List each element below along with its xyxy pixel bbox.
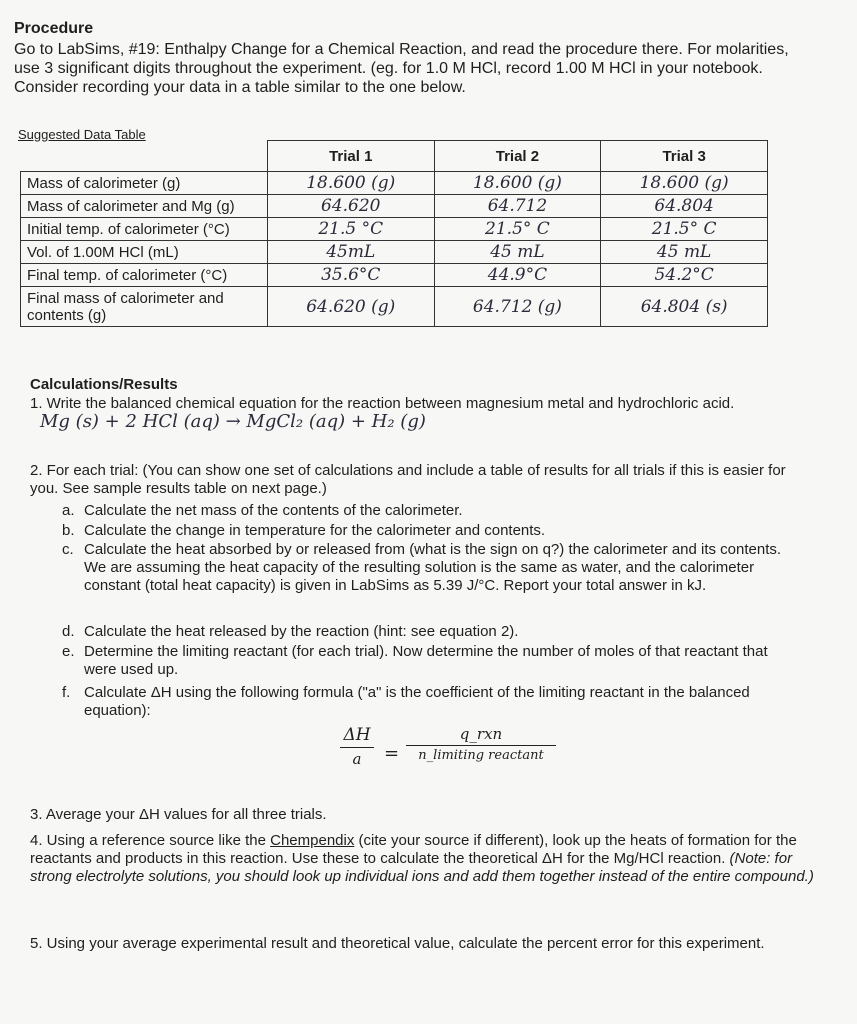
table-row [21,218,768,241]
cell-value: 21.5° C [601,218,768,241]
table-row [21,241,768,264]
item-letter: d. [62,623,75,640]
row-label: Vol. of 1.00M HCl (mL) [21,241,268,264]
cell-value: 64.712 [434,195,601,218]
item-text: Determine the limiting reactant (for each trial). Now determine the number of moles of that reactant that were used up. [84,643,768,678]
chempendix-link[interactable]: Chempendix [270,832,355,849]
cell-value: 45mL [267,241,434,264]
item-text: Calculate the heat released by the reaction (hint: see equation 2). [84,623,519,640]
item-letter: f. [62,684,71,701]
cell-value: 18.600 (g) [601,172,768,195]
formula-lhs-numerator: ΔH [343,725,371,745]
question-3-text: 3. Average your ΔH values for all three trials. [30,806,327,823]
table-corner [21,141,268,172]
question-2b [62,522,782,540]
formula-rhs-numerator: q_rxn [459,725,503,743]
cell-value: 45 mL [434,241,601,264]
question-2e [62,643,804,679]
question-5-text: 5. Using your average experimental result and theoretical value, calculate the percent error for this experiment. [30,935,765,952]
data-table [20,140,768,327]
header-trial-3: Trial 3 [601,141,768,172]
cell-value: 64.804 [601,195,768,218]
row-label: Initial temp. of calorimeter (°C) [21,218,268,241]
calculations-title: Calculations/Results [30,376,178,393]
cell-value: 18.600 (g) [434,172,601,195]
question-2a [62,502,782,520]
cell-value: 64.804 (s) [601,287,768,327]
header-trial-1: Trial 1 [267,141,434,172]
question-1 [30,395,770,432]
fraction-bar [406,745,556,746]
cell-value: 64.712 (g) [434,287,601,327]
cell-value: 21.5° C [434,218,601,241]
cell-value: 64.620 (g) [267,287,434,327]
question-2-text: 2. For each trial: (You can show one set of calculations and include a table of results for all trials if this is easier for you. See sample results table on next page.) [30,462,786,497]
formula-equals: = [384,743,400,764]
formula-rhs [406,725,556,763]
row-label: Mass of calorimeter and Mg (g) [21,195,268,218]
question-4-prefix: 4. Using a reference source like the [30,832,271,849]
table-row [21,172,768,195]
table-caption: Suggested Data Table [18,127,146,142]
cell-value: 35.6°C [267,264,434,287]
table-row [21,264,768,287]
cell-value: 54.2°C [601,264,768,287]
question-2c [62,541,804,595]
question-4-note: (Note: for strong electrolyte solutions, you should look up individual ions and add them together instead of the entire compound.) [30,850,814,885]
row-label: Final mass of calorimeter and contents (g) [21,287,268,327]
formula-rhs-denominator: n_limiting reactant [418,748,544,763]
cell-value: 64.620 [267,195,434,218]
item-letter: a. [62,502,75,519]
item-text: Calculate the heat absorbed by or released from (what is the sign on q?) the calorimeter and its contents. We are assuming the heat capacity of the resulting solution is the same as water, and the calorimeter constant (total heat capacity) is given in LabSims as 5.39 J/°C. Report your total answer in kJ. [84,541,782,594]
item-text: Calculate ΔH using the following formula ("a" is the coefficient of the limiting reactant in the balanced equation): [84,684,750,719]
question-4-body: (cite your source if different), look up the heats of formation for the reactants and products in this reaction. Use these to calculate the theoretical ΔH for the Mg/HCl reaction. [30,832,797,867]
question-2d [62,623,782,641]
procedure-text: Go to LabSims, #19: Enthalpy Change for a Chemical Reaction, and read the procedure there. For molarities, use 3 significant digits throughout the experiment. (eg. for 1.0 M HCl, record 1.00 M HCl in your notebook. Consider recording your data in a table similar to the one below. [14,41,789,96]
item-letter: e. [62,643,75,660]
item-letter: b. [62,522,75,539]
delta-h-formula [340,725,560,785]
fraction-bar [340,747,374,748]
item-letter: c. [62,541,74,558]
item-text: Calculate the net mass of the contents of the calorimeter. [84,502,463,519]
question-1-answer: Mg (s) + 2 HCl (aq) → MgCl₂ (aq) + H₂ (g) [40,411,426,432]
header-trial-2: Trial 2 [434,141,601,172]
question-4 [30,832,815,886]
row-label: Final temp. of calorimeter (°C) [21,264,268,287]
cell-value: 44.9°C [434,264,601,287]
cell-value: 45 mL [601,241,768,264]
procedure-title: Procedure [14,20,94,37]
item-text: Calculate the change in temperature for the calorimeter and contents. [84,522,546,539]
table-row [21,287,768,327]
question-2f [62,684,804,720]
cell-value: 18.600 (g) [267,172,434,195]
table-row [21,195,768,218]
row-label: Mass of calorimeter (g) [21,172,268,195]
formula-lhs [340,725,374,768]
cell-value: 21.5 °C [267,218,434,241]
question-1-text: 1. Write the balanced chemical equation for the reaction between magnesium metal and hydrochloric acid. [30,395,735,412]
formula-lhs-denominator: a [352,750,362,768]
